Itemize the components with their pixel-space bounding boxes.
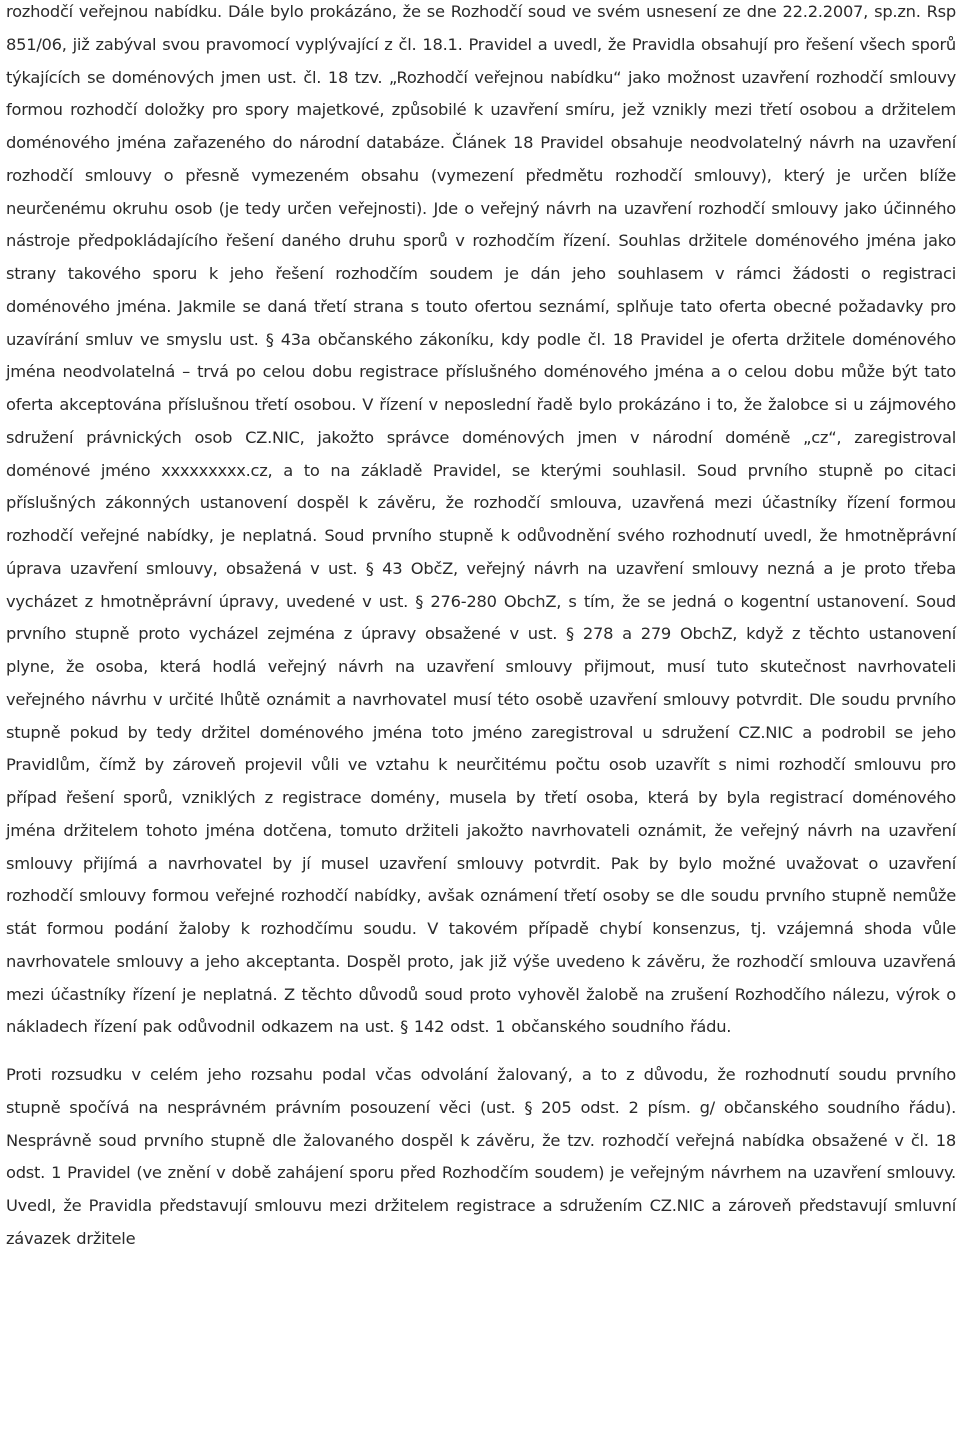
paragraph-1: rozhodčí veřejnou nabídku. Dále bylo prokázáno, že se Rozhodčí soud ve svém usnesení ze dne 22.2.2007, sp.zn. Rsp 851/06, již zabýval svou pravomocí vyplývající z čl. 18.1. Pravidel a uvedl, že Pravidla obsahují pro řešení všech sporů týkajících se doménových jmen ust. čl. 18 tzv. „Rozhodčí veřejnou nabídku“ jako možnost uzavření rozhodčí smlouvy formou rozhodčí doložky pro spory majetkové, způsobilé k uzavření smíru, jež vznikly mezi třetí osobou a držitelem doménového jména zařazeného do národní databáze. Článek 18 Pravidel obsahuje neodvolatelný návrh na uzavření rozhodčí smlouvy o přesně vymezeném obsahu (vymezení předmětu rozhodčí smlouvy), který je určen blíže neurčenému okruhu osob (je tedy určen veřejnosti). Jde o veřejný návrh na uzavření rozhodčí smlouvy jako účinného nástroje předpokládajícího řešení daného druhu sporů v rozhodčím řízení. Souhlas držitele doménového jména jako strany takového sporu k jeho řešení rozhodčím soudem je dán jeho souhlasem v rámci žádosti o registraci doménového jména. Jakmile se daná třetí strana s touto ofertou seznámí, splňuje tato oferta obecné požadavky pro uzavírání smluv ve smyslu ust. § 43a občanského zákoníku, kdy podle čl. 18 Pravidel je oferta držitele doménového jména neodvolatelná – trvá po celou dobu registrace příslušného doménového jména a o celou dobu může být tato oferta akceptována příslušnou třetí osobou. V řízení v neposlední řadě bylo prokázáno i to, že žalobce si u zájmového sdružení právnických osob CZ.NIC, jakožto správce doménových jmen v národní doméně „cz“, zaregistroval doménové jméno xxxxxxxxx.cz, a to na základě Pravidel, se kterými souhlasil. Soud prvního stupně po citaci příslušných zákonných ustanovení dospěl k závěru, že rozhodčí smlouva, uzavřená mezi účastníky řízení formou rozhodčí veřejné nabídky, je neplatná. Soud prvního stupně k odůvodnění svého rozhodnutí uvedl, že hmotněprávní úprava uzavření smlouvy, obsažená v ust. § 43 ObčZ, veřejný návrh na uzavření smlouvy nezná a je proto třeba vycházet z hmotněprávní úpravy, uvedené v ust. § 276-280 ObchZ, s tím, že se jedná o kogentní ustanovení. Soud prvního stupně proto vycházel zejména z úpravy obsažené v ust. § 278 a 279 ObchZ, když z těchto ustanovení plyne, že osoba, která hodlá veřejný návrh na uzavření smlouvy přijmout, musí tuto skutečnost navrhovateli veřejného návrhu v určité lhůtě oznámit a navrhovatel musí této osobě uzavření smlouvy potvrdit. Dle soudu prvního stupně pokud by tedy držitel doménového jména toto jméno zaregistroval u sdružení CZ.NIC a podrobil se jeho Pravidlům, čímž by zároveň projevil vůli ve vztahu k neurčitému počtu osob uzavřít s nimi rozhodčí smlouvu pro případ řešení sporů, vzniklých z registrace domény, musela by třetí osoba, která by byla registrací doménového jména držitelem tohoto jména dotčena, tomuto držiteli jakožto navrhovateli oznámit, že veřejný návrh na uzavření smlouvy přijímá a navrhovatel by jí musel uzavření smlouvy potvrdit. Pak by bylo možné uvažovat o uzavření rozhodčí smlouvy formou veřejné rozhodčí nabídky, avšak oznámení třetí osoby se dle soudu prvního stupně nemůže stát formou podání žaloby k rozhodčímu soudu. V takovém případě chybí konsenzus, tj. vzájemná shoda vůle navrhovatele smlouvy a jeho akceptanta. Dospěl proto, jak již výše uvedeno k závěru, že rozhodčí smlouva uzavřená mezi účastníky řízení je neplatná. Z těchto důvodů soud proto vyhověl žalobě na zrušení Rozhodčího nálezu, výrok o nákladech řízení pak odůvodnil odkazem na ust. § 142 odst. 1 občanského soudního řádu. <box>6 2 956 1037</box>
document-page <box>6 0 956 1260</box>
document-body <box>6 0 956 1256</box>
paragraph-2: Proti rozsudku v celém jeho rozsahu podal včas odvolání žalovaný, a to z důvodu, že rozhodnutí soudu prvního stupně spočívá na nesprávném právním posouzení věci (ust. § 205 odst. 2 písm. g/ občanského soudního řádu). Nesprávně soud prvního stupně dle žalovaného dospěl k závěru, že tzv. rozhodčí veřejná nabídka obsažené v čl. 18 odst. 1 Pravidel (ve znění v době zahájení sporu před Rozhodčím soudem) je veřejným návrhem na uzavření smlouvy. Uvedl, že Pravidla představují smlouvu mezi držitelem registrace a sdružením CZ.NIC a zároveň představují smluvní závazek držitele <box>6 1065 956 1248</box>
